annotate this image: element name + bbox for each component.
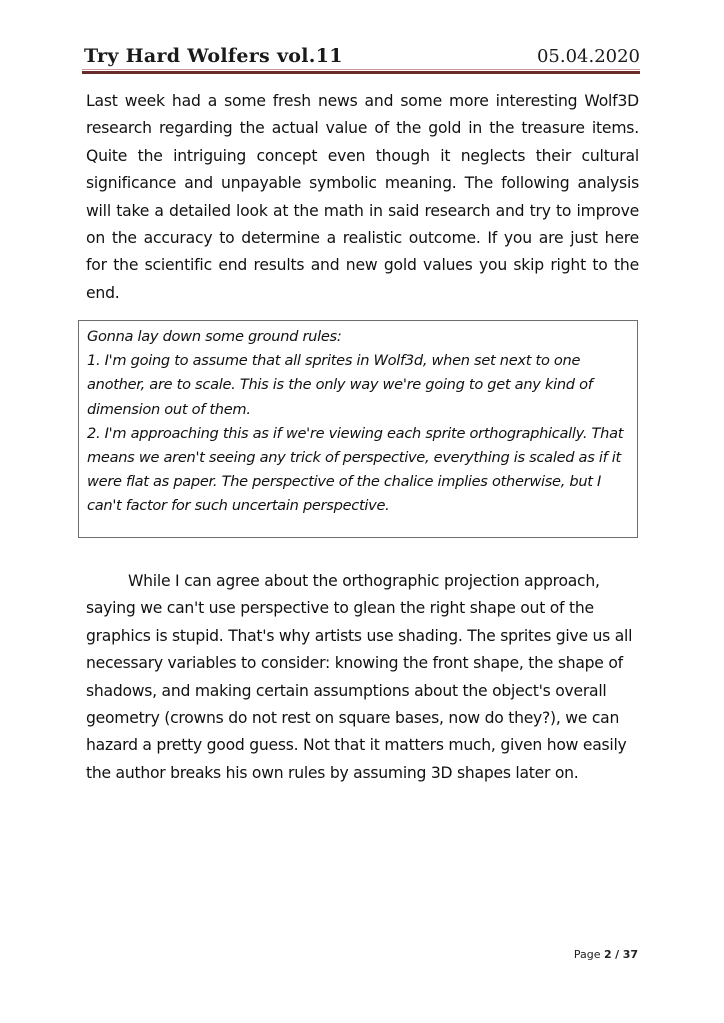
page-label: Page — [573, 948, 601, 961]
quote-rule-2: 2. I'm approaching this as if we're viewing each sprite orthographically. That means we aren't seeing any trick of perspective, everything is scaled as if it were flat as paper. The perspective of the chalice implies otherwise, but I can't factor for such uncertain perspective. — [87, 424, 624, 515]
publication-title: Try Hard Wolfers vol.11 — [84, 45, 343, 67]
publication-date: 05.04.2020 — [536, 46, 640, 67]
page-separator: / — [615, 948, 620, 961]
quote-rule-1: 1. I'm going to assume that all sprites in Wolf3d, when set next to one another, are to scale. This is the only way we're going to get any kind of dimension out of them. — [87, 352, 593, 418]
quote-line: Gonna lay down some ground rules: — [87, 328, 342, 345]
header-divider — [82, 69, 640, 74]
current-page: 2 — [604, 948, 612, 961]
intro-paragraph: Last week had a some fresh news and some more interesting Wolf3D research regarding the actual value of the gold in the treasure items. Quite the intriguing concept even though it neglects their cultural significance and unpayable symbolic meaning. The following analysis will take a detailed look at the math in said research and try to improve on the accuracy to determine a realistic outcome. If you are just here for the scientific end results and new gold values you skip right to the end. — [86, 92, 639, 302]
quoted-ground-rules-box — [78, 320, 638, 538]
header-divider-thick — [82, 71, 640, 74]
header-divider-thin — [82, 69, 640, 70]
page-number — [574, 948, 638, 961]
page-header — [84, 45, 640, 69]
total-pages: 37 — [622, 948, 638, 961]
response-paragraph: While I can agree about the orthographic projection approach, saying we can't use perspective to glean the right shape out of the graphics is stupid. That's why artists use shading. The sprites give us all necessary variables to consider: knowing the front shape, the shape of shadows, and making certain assumptions about the object's overall geometry (crowns do not rest on square bases, now do they?), we can hazard a pretty good guess. Not that it matters much, given how easily the author breaks his own rules by assuming 3D shapes later on. — [86, 572, 633, 782]
